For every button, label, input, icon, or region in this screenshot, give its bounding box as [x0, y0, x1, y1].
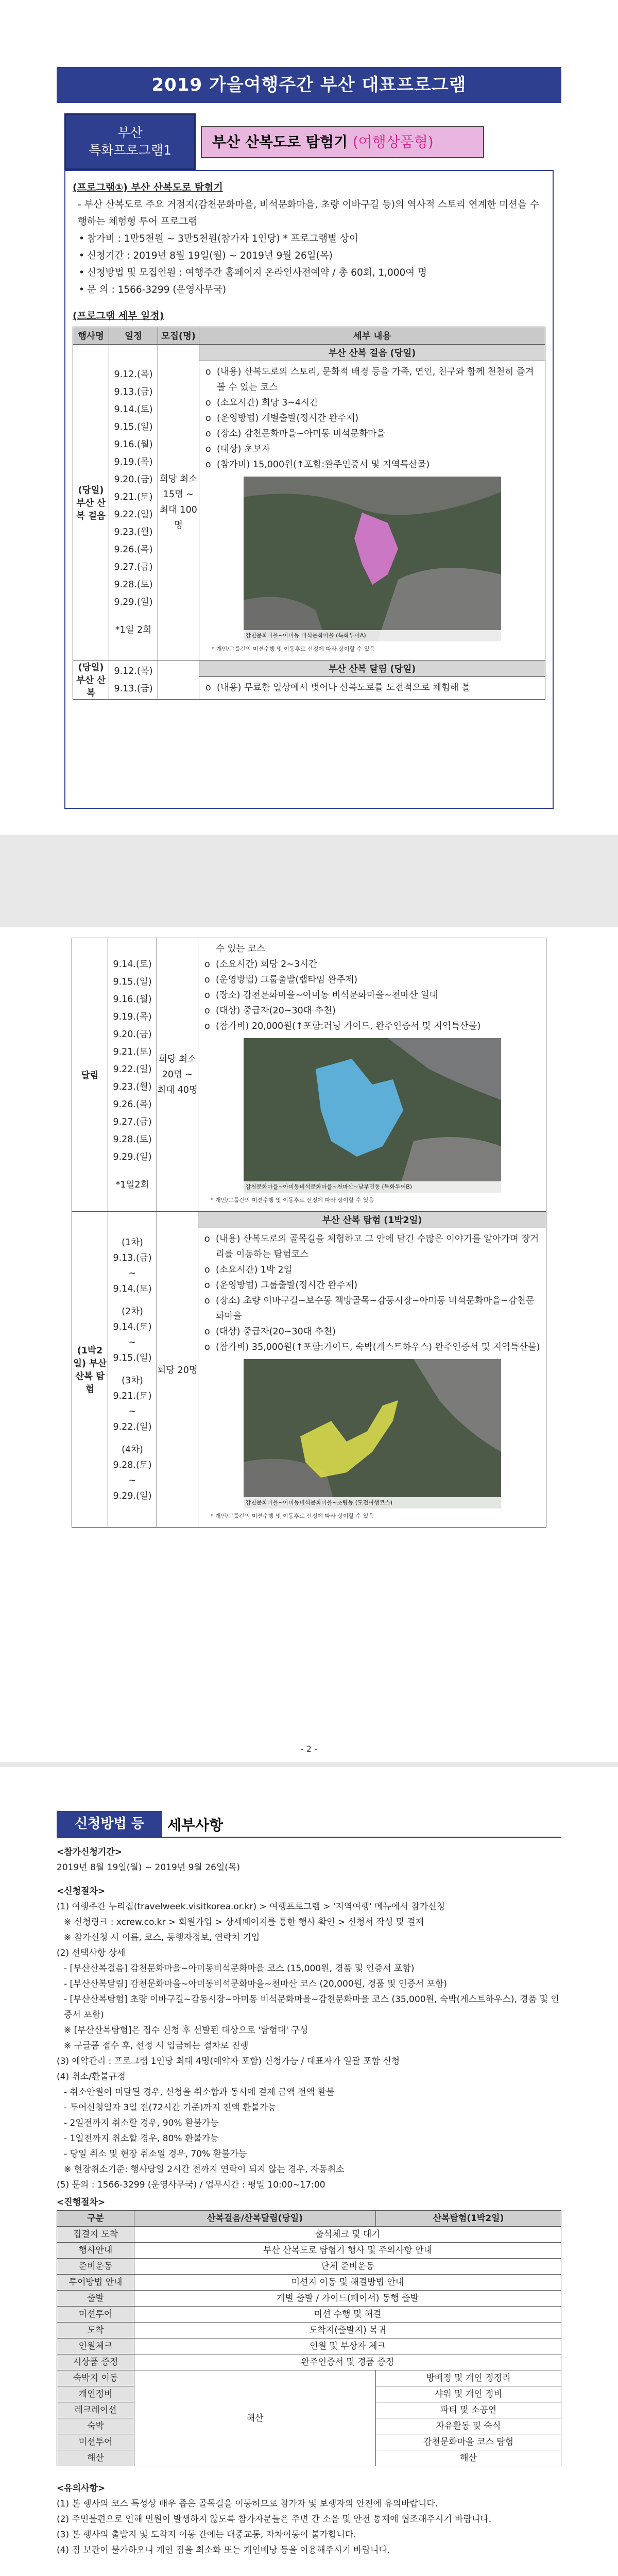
overview-heading: (프로그램①) 부산 산복도로 탐험기: [73, 182, 223, 193]
flow-heading: <진행절차>: [57, 2197, 106, 2208]
program-subtitle: (여행상품형): [352, 133, 434, 150]
overview-item: • 문 의 : 1566-3299 (운영사무국): [78, 281, 545, 298]
procedure-line: (3) 예약관리 : 프로그램 1인당 최대 4명(예약자 포함) 신청가능 / 대표자가 일괄 포함 신청: [57, 2056, 400, 2066]
period-heading: <참가신청기간>: [57, 1847, 123, 1857]
procedure-line: - 당일 취소 및 현장 취소일 경우, 70% 환불가능: [64, 2149, 247, 2159]
table-cell: 도착지(출발지) 복귀: [134, 2323, 561, 2338]
table-cell: 부산 산복도로 탐험기 행사 및 주의사항 안내: [134, 2243, 561, 2259]
map-note: * 개인/그룹간의 미션수행 및 이동후로 선정에 따라 상이할 수 있음: [211, 1197, 374, 1204]
table-cell: 출발: [57, 2291, 134, 2307]
detail-item: o (소요시간) 회당 2~3시간: [203, 957, 541, 972]
table-cell: 방배정 및 개인 정정리: [376, 2370, 561, 2386]
detail-item: o (장소) 감천문화마을~아미동 비석문화마을~천마산 일대: [203, 988, 541, 1003]
table-cell: 해산: [57, 2450, 134, 2466]
table-cell: 인원체크: [57, 2338, 134, 2354]
event-name: (당일) 부산 산복 걸음: [73, 345, 109, 660]
detail-item: o (내용) 무료한 일상에서 벗어나 산복도로를 도전적으로 체험해 볼: [204, 680, 540, 696]
procedure-line: (4) 취소/환불규정: [57, 2072, 126, 2082]
program-title: 부산 산복도로 탐험기: [212, 133, 348, 150]
detail-cell: [198, 938, 546, 1212]
detail-item: o (운영방법) 그룹출발(정시간 완주제): [203, 1278, 541, 1293]
table-cell: 자유활동 및 숙식: [376, 2418, 561, 2434]
procedure-heading: <신청절차>: [57, 1886, 106, 1896]
col-header: 산복걸음/산복달림(당일): [134, 2211, 376, 2227]
col-header: 일정: [109, 327, 158, 345]
map-caption: 감천문화마을~아미동비석문화마을~초량동 (도전여행코스): [244, 1497, 501, 1509]
table-cell: 투어방법 안내: [57, 2275, 134, 2291]
program-header: [64, 113, 554, 170]
table-cell: 샤워 및 개인 정비: [376, 2386, 561, 2402]
table-cell: 시상품 증정: [57, 2354, 134, 2370]
detail-item: o (장소) 감천문화마을~아미동 비석문화마을: [204, 426, 540, 442]
event-name: 달림: [72, 938, 108, 1212]
table-row: [57, 2291, 561, 2307]
recruit-count: 회당 최소 15명 ~ 최대 100명: [158, 345, 199, 660]
detail-item: o (참가비) 20,000원(↑포함:러닝 가이드, 완주인증서 및 지역특산물): [203, 1019, 541, 1034]
page-title: 2019 가을여행주간 부산 대표프로그램: [57, 67, 561, 103]
recruit-count: 회당 20명: [157, 1212, 198, 1528]
table-cell: 해산: [376, 2450, 561, 2466]
table-cell: 출석체크 및 대기: [134, 2227, 561, 2243]
detail-item: o (소요시간) 회당 3~4시간: [204, 395, 540, 411]
table-row: [57, 2243, 561, 2259]
section-tag-line1: 부산: [117, 125, 143, 140]
page-2: [0, 927, 618, 1762]
schedule-continued: [72, 938, 546, 1528]
detail-cell: [199, 361, 545, 660]
procedure-line: (5) 문의 : 1566-3299 (운영사무국) / 업무시간 : 평일 10:00~17:00: [57, 2180, 325, 2190]
event-dates: 9.14.(토) 9.15.(일) 9.16.(월) 9.19.(목) 9.20.(금) 9.21.(토) 9.22.(일) 9.23.(월) 9.26.(목) 9.27.(금) 9.28.(토) 9.29.(일) *1일2회: [108, 938, 157, 1212]
table-row: [57, 2307, 561, 2323]
section-tag-line2: 특화프로그램1: [89, 143, 171, 158]
detail-item: o (내용) 산복도로의 골목길을 체험하고 그 안에 담긴 수많은 이야기를 알아가며 장거리를 이동하는 탐험코스: [203, 1231, 541, 1262]
table-cell: 미션투어: [57, 2434, 134, 2450]
detail-item: o (대상) 중급자(20~30대 추천): [203, 1003, 541, 1019]
procedure-line: ※ 참가신청 시 이름, 코스, 동행자정보, 연락처 기입: [64, 1933, 260, 1943]
note-line: (2) 주민불편으로 인해 민원이 발생하지 않도록 참가자분들은 주변 간 소음 및 안전 통제에 협조해주시기 바랍니다.: [57, 2514, 492, 2524]
procedure-line: - 2일전까지 취소할 경우, 90% 환불가능: [64, 2118, 219, 2128]
table-row: [57, 2338, 561, 2354]
program-frame: [64, 170, 554, 809]
table-cell: 인원 및 부상자 체크: [134, 2338, 561, 2354]
detail-subheading: 부산 산복 걸음 (당일): [199, 345, 545, 361]
detail-item: o (참가비) 35,000원(↑포함:가이드, 숙박(게스트하우스) 완주인증서 및 지역특산물): [203, 1340, 541, 1355]
note-line: (4) 짐 보관이 불가하오니 개인 짐을 최소화 또는 개인배낭 등을 이용해주시기 바랍니다.: [57, 2545, 390, 2555]
table-cell: 행사안내: [57, 2243, 134, 2259]
table-cell: 개인정비: [57, 2386, 134, 2402]
section-tag: [64, 113, 196, 170]
note-line: (1) 본 행사의 코스 특성상 매우 좁은 골목길을 이동하므로 참가자 및 보행자의 안전에 유의바랍니다.: [57, 2499, 438, 2509]
period-text: 2019년 8월 19일(월) ~ 2019년 9월 26일(목): [57, 1862, 240, 1873]
detail-cell: [198, 1228, 546, 1528]
map-graphic: [244, 1038, 501, 1193]
event-name: (1박2일) 부산 산복 탐험: [72, 1212, 108, 1528]
detail-item: o (참가비) 15,000원(↑포함:완주인증서 및 지역특산물): [204, 457, 540, 472]
procedure-line: - 취소안원이 미달될 경우, 신청을 취소함과 동시에 결제 금액 전액 환불: [64, 2087, 335, 2097]
procedure-list: [57, 1899, 561, 2193]
table-cell: 미션 수행 및 해결: [134, 2307, 561, 2323]
map-graphic: [244, 477, 501, 641]
overview-item: • 신청기간 : 2019년 8월 19일(월) ~ 2019년 9월 26일(목): [78, 247, 545, 264]
event-name: (당일) 부산 산복: [73, 660, 109, 700]
table-cell: 도착: [57, 2323, 134, 2338]
page-3: [0, 1767, 618, 2576]
note-line: (3) 본 행사의 출발지 및 도착지 이동 간에는 대중교통, 자차이동이 불가합니다.: [57, 2530, 356, 2540]
table-row: [57, 2354, 561, 2370]
table-cell: 파티 및 소공연: [376, 2402, 561, 2418]
overview-section: [65, 171, 553, 325]
table-cell: 단체 준비운동: [134, 2259, 561, 2275]
route-map-image: [244, 477, 501, 641]
notes-list: [57, 2496, 561, 2558]
detail-item: o (운영방법) 개별출발(정시간 완주제): [204, 411, 540, 426]
col-header: 구분: [57, 2211, 134, 2227]
detail-item: o (대상) 중급자(20~30대 추천): [203, 1324, 541, 1340]
detail-item: o (내용) 산복도로의 스토리, 문화적 배경 등을 가족, 연인, 친구와 함께 천천히 즐겨볼 수 있는 코스: [204, 364, 540, 395]
detail-item: o (장소) 초량 이바구길~보수동 책방골목~감동시장~아미동 비석문화마을~감천문화마을: [203, 1293, 541, 1324]
procedure-line: ※ 구글폼 접수 후, 선정 시 입금하는 절차로 진행: [64, 2041, 249, 2051]
detail-cell: [199, 677, 545, 700]
event-dates: 9.12.(목) 9.13.(금): [109, 660, 158, 700]
overview-item: • 신청방법 및 모집인원 : 여행주간 홈페이지 온라인사전예약 / 총 60회, 1,000여 명: [78, 264, 545, 281]
overview-item: • 참가비 : 1만5천원 ~ 3만5천원(참가자 1인당) * 프로그램별 상이: [78, 230, 545, 247]
col-header: 세부 내용: [199, 327, 545, 345]
table-row: [57, 2259, 561, 2275]
procedure-line: (1) 여행주간 누리집(travelweek.visitkorea.or.kr) > 여행프로그램 > '지역여행' 메뉴에서 참가신청: [57, 1902, 445, 1912]
map-note: * 개인/그룹간의 미션수행 및 이동후로 선정에 따라 상이할 수 있음: [211, 1513, 374, 1519]
detail-subheading: 부산 산복 탐험 (1박2일): [198, 1212, 546, 1228]
procedure-line: - 투어신청일자 3일 전(72시간 기준)까지 전액 환불가능: [64, 2103, 277, 2113]
table-cell: 개별 출발 / 가이드(페이서) 동행 출발: [134, 2291, 561, 2307]
progress-table: [57, 2210, 561, 2466]
table-cell: 레크레이션: [57, 2402, 134, 2418]
detail-item: o (운영방법) 그룹출발(랩타임 완주제): [203, 972, 541, 988]
page-number: - 2 -: [301, 1744, 317, 1754]
procedure-line: - [부산산복탐험] 초량 이바구길~감동시장~아미동 비석문화마을~감천문화마을 코스 (35,000원, 숙박(게스트하우스), 경품 및 인증서 포함): [64, 1994, 559, 2020]
procedure-line: (2) 선택사항 상세: [57, 1948, 126, 1958]
schedule-heading: (프로그램 세부 일정): [73, 310, 164, 321]
table-row: [57, 2370, 561, 2386]
procedure-line: ※ 신청링크 : xcrew.co.kr > 회원가입 > 상세페이지를 통한 행사 확인 > 신청서 작성 및 결제: [64, 1917, 424, 1927]
event-dates: 9.12.(목) 9.13.(금) 9.14.(토) 9.15.(일) 9.16.(월) 9.19.(목) 9.20.(금) 9.21.(토) 9.22.(일) 9.23.(월) 9.26.(목) 9.27.(금) 9.28.(토) 9.29.(일) *1일 2회: [109, 345, 158, 660]
section-header: [57, 1811, 561, 1837]
recruit-count: 회당 최소 20명 ~ 최대 40명: [157, 938, 198, 1212]
col-header: 모집(명): [158, 327, 199, 345]
event-dates: (1차) 9.13.(금) ~ 9.14.(토) (2차) 9.14.(토) ~ 9.15.(일) (3차) 9.21.(토) ~ 9.22.(일) (4차) 9.28.(토) ~ 9.29.(일): [108, 1212, 157, 1528]
section-divider: [57, 1837, 561, 1838]
route-map-image: [244, 1359, 501, 1509]
table-cell: 해산: [134, 2370, 376, 2466]
overview-item: - 부산 산복도로 주요 거점지(감천문화마을, 비석문화마을, 초량 이바구길 등)의 역사적 스토리 연계한 미션을 수행하는 체험형 투어 프로그램: [78, 199, 539, 227]
col-header: 산복탐험(1박2일): [376, 2211, 561, 2227]
table-cell: 숙박: [57, 2418, 134, 2434]
table-cell: 미션투어: [57, 2307, 134, 2323]
procedure-line: - 1일전까지 취소할 경우, 80% 환불가능: [64, 2133, 219, 2144]
application-details: [57, 1844, 561, 2558]
map-note: * 개인/그룹간의 미션수행 및 이동후로 선정에 따라 상이할 수 있음: [212, 646, 375, 652]
procedure-line: - [부산산복걸음] 감천문화마을~아미동비석문화마을 코스 (15,000원, 경품 및 인증서 포함): [64, 1963, 415, 1974]
map-graphic: [244, 1359, 501, 1509]
procedure-line: ※ 현장취소기준: 행사당일 2시간 전까지 연락이 되지 않는 경우, 자동취소: [64, 2164, 345, 2175]
schedule-table: [73, 327, 545, 700]
page-1: [0, 0, 618, 835]
procedure-line: ※ [부산산복탐험]은 접수 신청 후 선발된 대상으로 '탐험대' 구성: [64, 2025, 308, 2036]
table-row: [57, 2227, 561, 2243]
table-cell: 집결지 도착: [57, 2227, 134, 2243]
procedure-line: - [부산산복달림] 감천문화마을~아미동비석문화마을~천마산 코스 (20,000원, 경품 및 인증서 포함): [64, 1979, 448, 1989]
detail-item: o (대상) 초보자: [204, 442, 540, 457]
detail-subheading: 부산 산복 달림 (당일): [199, 660, 545, 677]
schedule-table-continued: [72, 938, 546, 1528]
table-row: [57, 2275, 561, 2291]
route-map-image: [244, 1038, 501, 1193]
detail-continued: 수 있는 코스: [216, 944, 265, 954]
table-row: [57, 2323, 561, 2338]
table-cell: 미션지 이동 및 해결방법 안내: [134, 2275, 561, 2291]
section-title: 세부사항: [167, 1817, 224, 1834]
map-caption: 감천문화마을~아미동 비석문화마을 (특화투어A): [244, 630, 501, 641]
map-caption: 감천문화마을~아미동비석문화마을~천마산~남부민동 (특화투어B): [244, 1181, 501, 1193]
detail-item: o (소요시간) 1박 2일: [203, 1262, 541, 1278]
table-cell: 감천문화마을 코스 탐험: [376, 2434, 561, 2450]
notes-heading: <유의사항>: [57, 2483, 106, 2494]
table-cell: 완주인증서 및 경품 증정: [134, 2354, 561, 2370]
col-header: 행사명: [73, 327, 109, 345]
table-cell: 숙박지 이동: [57, 2370, 134, 2386]
program-title-box: [201, 126, 484, 158]
table-cell: 준비운동: [57, 2259, 134, 2275]
section-tag: 신청방법 등: [57, 1811, 162, 1837]
